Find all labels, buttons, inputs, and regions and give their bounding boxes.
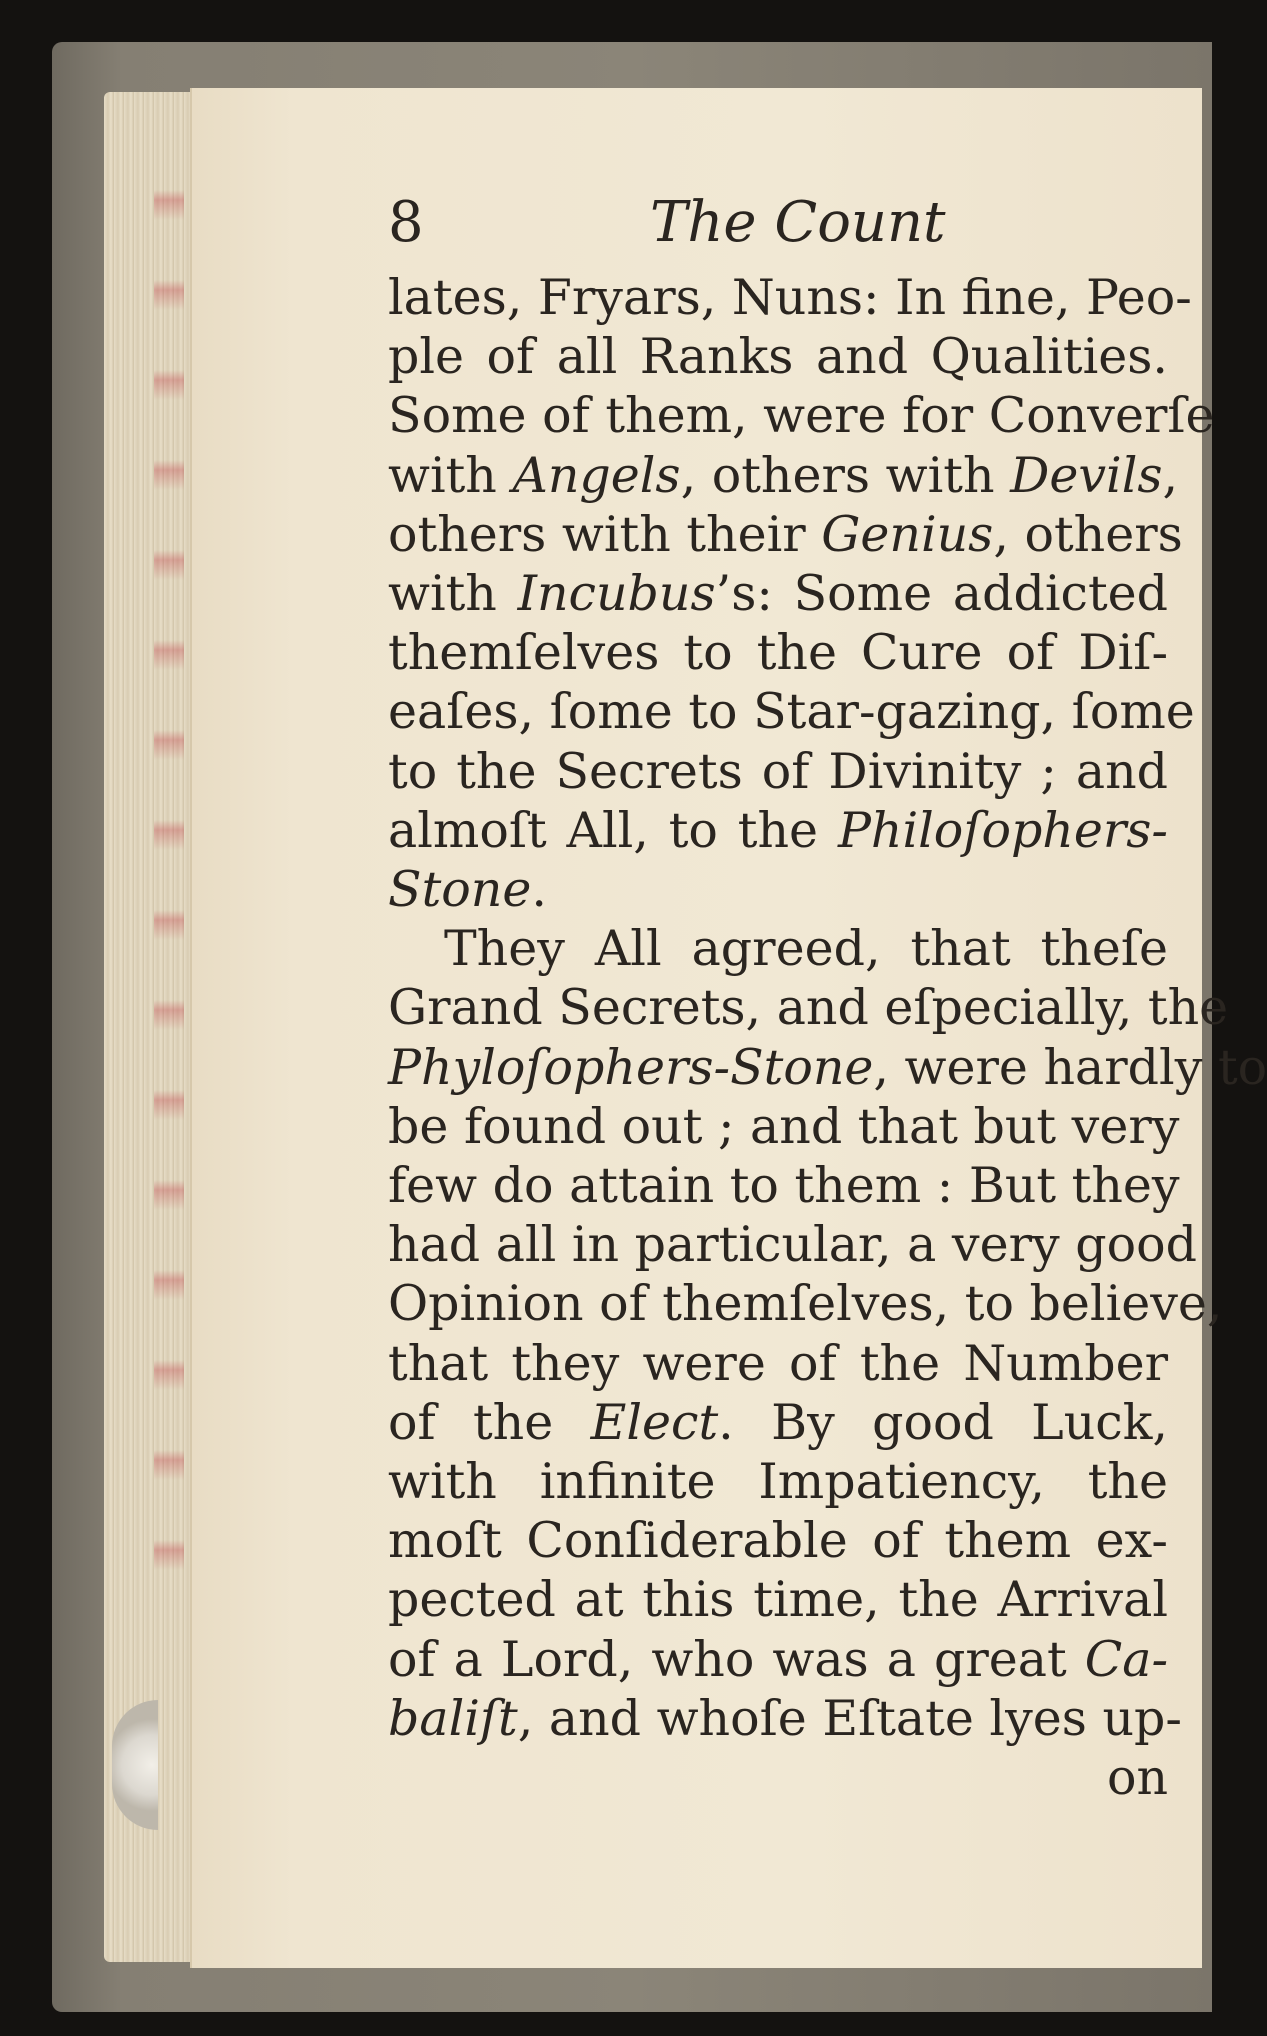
italic-text-run: Phyloſophers-Stone [388, 1038, 874, 1096]
italic-text-run: Philoſophers- [837, 801, 1168, 859]
text-line [388, 623, 1168, 682]
text-line [388, 1097, 1180, 1156]
text-line [388, 919, 1168, 978]
text-line [388, 386, 1215, 445]
text-run: had all in particular, a very good [388, 1216, 1197, 1274]
text-run: with [388, 565, 518, 623]
italic-text-run: baliſt [388, 1689, 518, 1747]
text-run: ple of all Ranks and Qualities. [388, 328, 1168, 386]
text-run: themſelves to the Cure of Diſ- [388, 624, 1168, 682]
italic-text-run: Incubus [517, 565, 716, 623]
text-line [388, 327, 1168, 386]
text-run: with [388, 446, 513, 504]
text-run: on [1106, 1749, 1168, 1807]
text-run: , [1162, 446, 1179, 504]
text-run: . [531, 861, 547, 919]
italic-text-run: Devils [1010, 446, 1163, 504]
text-run: to the Secrets of Divinity ; and [388, 742, 1168, 800]
text-line [388, 1038, 1267, 1097]
text-line [388, 742, 1168, 801]
text-run: others with their [388, 505, 822, 563]
text-line [388, 1748, 1168, 1807]
text-run: that they were of the Number [388, 1334, 1168, 1392]
text-line [388, 268, 1192, 327]
text-run: of the [388, 1393, 591, 1451]
text-line [388, 682, 1195, 741]
text-run: They All agreed, that theſe [444, 920, 1168, 978]
italic-text-run: Ca- [1084, 1630, 1168, 1688]
text-run: . By good Luck, [718, 1393, 1168, 1451]
text-line [388, 505, 1183, 564]
text-run: ’s: Some addicted [715, 565, 1168, 623]
text-line [388, 1334, 1168, 1393]
text-run: few do attain to them : But they [388, 1157, 1180, 1215]
italic-text-run: Genius [821, 505, 994, 563]
text-line [388, 1215, 1197, 1274]
text-line [388, 446, 1179, 505]
text-run: , were hardly to [873, 1038, 1267, 1096]
text-line [388, 1393, 1168, 1452]
page-body-text [388, 268, 1267, 1807]
text-line [388, 978, 1229, 1037]
italic-text-run: Elect [590, 1393, 719, 1451]
text-run: of a Lord, who was a great [388, 1630, 1085, 1688]
running-title: The Count [650, 190, 946, 255]
text-run: Opinion of themſelves, to believe, [388, 1275, 1223, 1333]
text-run: be found out ; and that but very [388, 1097, 1180, 1155]
text-line [388, 1689, 1182, 1748]
page-header [388, 190, 1168, 260]
text-line [388, 801, 1168, 860]
text-run: eaſes, ſome to Star-gazing, ſome [388, 683, 1195, 741]
text-run: almoſt All, to the [388, 801, 838, 859]
text-line [388, 1156, 1180, 1215]
text-run: Some of them, were for Converſe [388, 387, 1215, 445]
text-run: Grand Secrets, and eſpecially, the [388, 979, 1229, 1037]
text-run: , others with [680, 446, 1011, 504]
text-run: , others [993, 505, 1183, 563]
italic-text-run: Angels [512, 446, 681, 504]
italic-text-run: Stone [388, 861, 532, 919]
text-run: lates, Fryars, Nuns: In fine, Peo- [388, 269, 1192, 326]
text-run: moſt Conſiderable of them ex- [388, 1512, 1168, 1570]
text-run: , and whoſe Eſtate lyes up- [517, 1689, 1182, 1747]
text-run: pected at this time, the Arrival [388, 1571, 1168, 1629]
text-line [388, 1511, 1168, 1570]
text-line [388, 1570, 1168, 1629]
text-line [388, 564, 1168, 623]
text-run: with infinite Impatiency, the [388, 1453, 1168, 1511]
text-line [388, 1630, 1168, 1689]
text-line [388, 1274, 1223, 1333]
text-line [388, 860, 1168, 919]
red-edge-staining [154, 130, 184, 1630]
page-number: 8 [388, 190, 424, 255]
text-line [388, 1452, 1168, 1511]
